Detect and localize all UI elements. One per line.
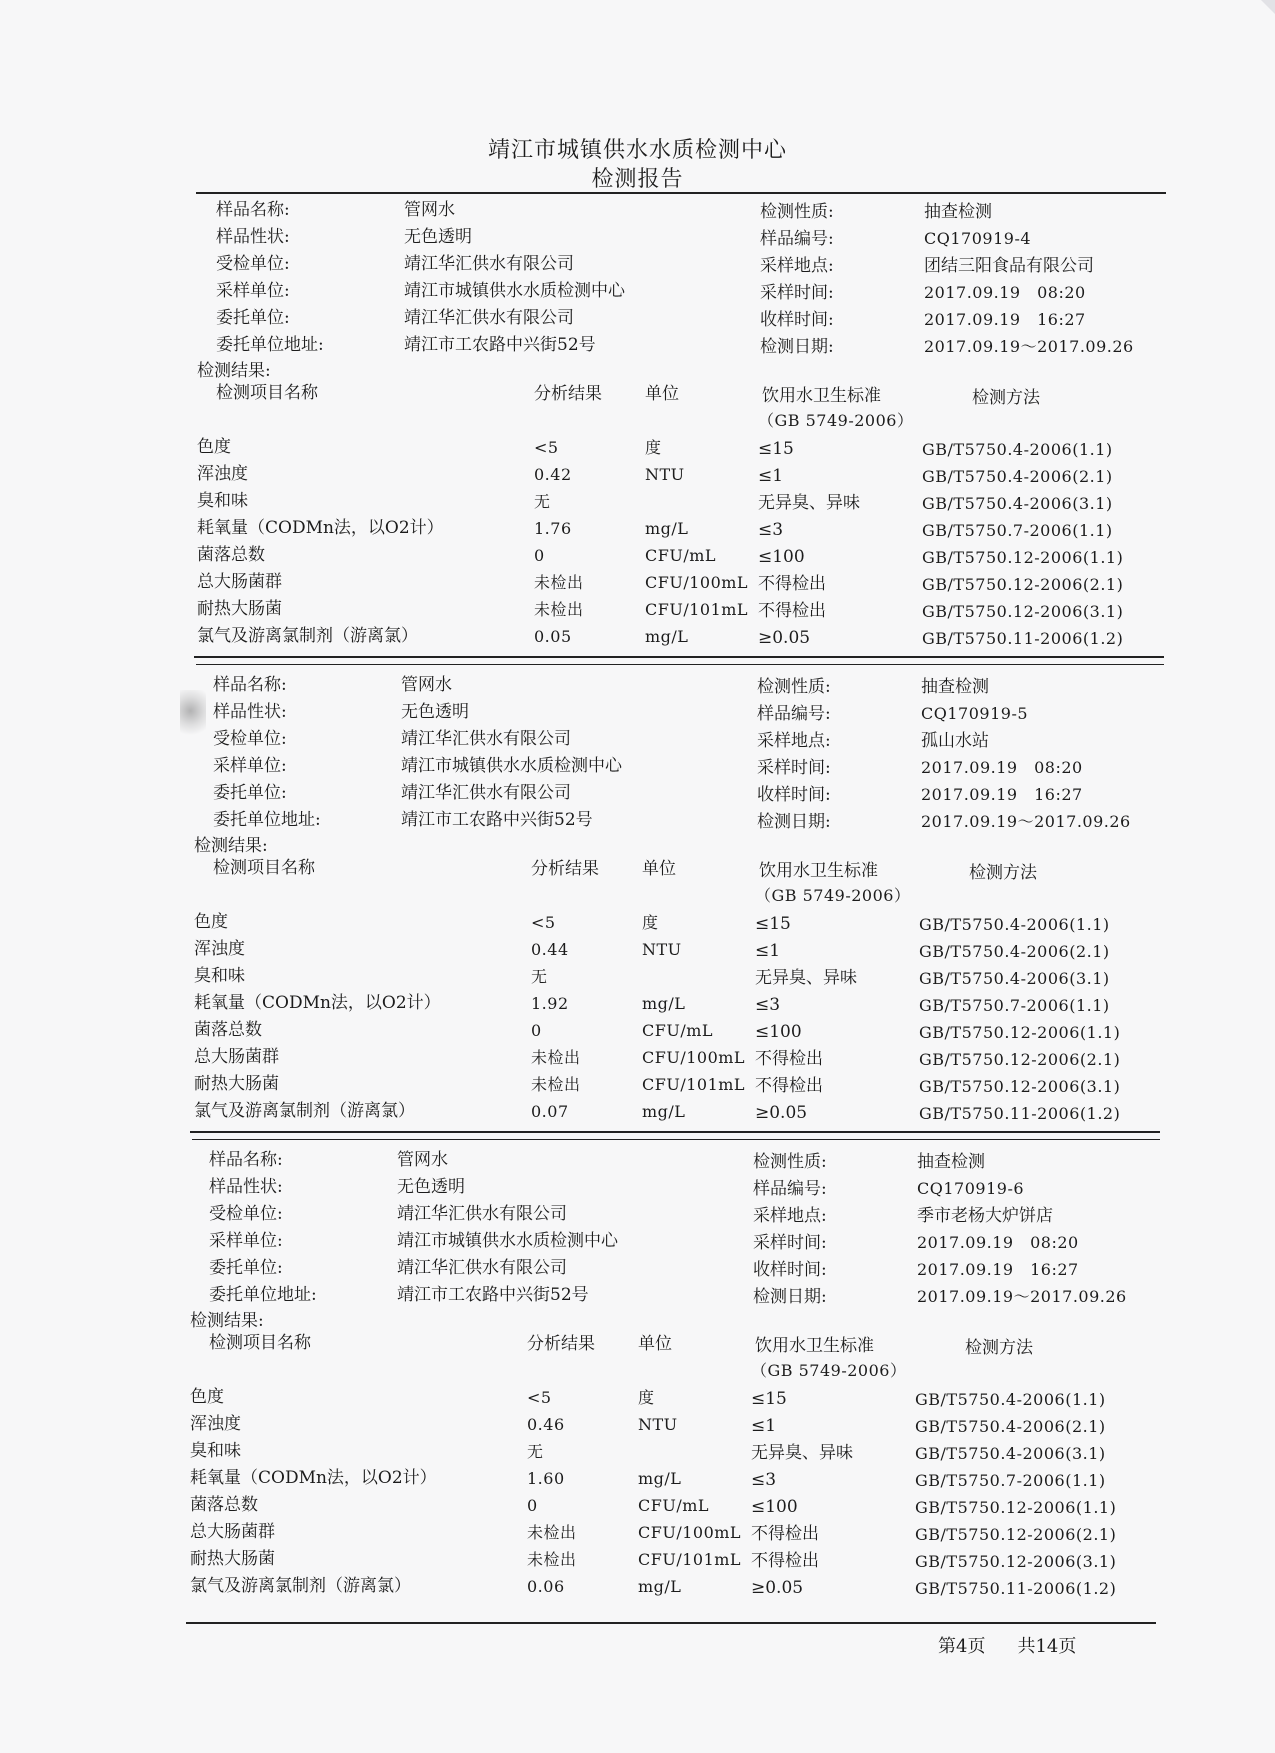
result-row-value: 未检出 (534, 573, 584, 592)
result-row-value: 无 (531, 967, 548, 986)
value-sample-id: CQ170919-6 (917, 1179, 1025, 1198)
col-header-result: 分析结果 (527, 1334, 595, 1354)
value-client-unit: 靖江华汇供水有限公司 (397, 1258, 567, 1278)
result-row-method: GB/T5750.4-2006(3.1) (915, 1444, 1106, 1463)
result-row-value: 0.44 (531, 940, 569, 959)
result-row-item: 臭和味 (194, 966, 245, 986)
result-row-value: 无 (534, 492, 551, 511)
result-row-value: <5 (534, 438, 559, 457)
label-client-unit: 委托单位: (216, 308, 290, 328)
label-sampling-place: 采样地点: (760, 256, 834, 276)
label-test-date: 检测日期: (753, 1287, 827, 1307)
result-row-standard: ≤3 (758, 520, 784, 540)
value-test-date: 2017.09.19～2017.09.26 (924, 337, 1134, 356)
label-sampling-place: 采样地点: (753, 1206, 827, 1226)
label-sampling-time: 采样时间: (753, 1233, 827, 1253)
result-row-method: GB/T5750.12-2006(3.1) (915, 1552, 1117, 1571)
result-row-unit: CFU/mL (638, 1496, 710, 1515)
label-receipt-time: 收样时间: (753, 1260, 827, 1280)
value-sample-id: CQ170919-4 (924, 229, 1032, 248)
result-row-value: 0.07 (531, 1102, 569, 1121)
label-inspected-unit: 受检单位: (209, 1204, 283, 1224)
label-sample-state: 样品性状: (213, 702, 287, 722)
result-row-standard: 无异臭、异味 (751, 1443, 853, 1463)
label-sampling-unit: 采样单位: (209, 1231, 283, 1251)
result-row-item: 浑浊度 (194, 939, 245, 959)
result-row-method: GB/T5750.7-2006(1.1) (919, 996, 1110, 1015)
result-row-item: 色度 (194, 912, 228, 932)
value-sampling-unit: 靖江市城镇供水水质检测中心 (404, 281, 625, 301)
col-header-standard: 饮用水卫生标准 (759, 861, 878, 881)
result-row-value: 0.42 (534, 465, 572, 484)
result-row-value: 0.06 (527, 1577, 565, 1596)
result-row-unit: CFU/100mL (638, 1523, 742, 1542)
result-row-standard: ≥0.05 (755, 1103, 808, 1123)
value-client-unit: 靖江华汇供水有限公司 (404, 308, 574, 328)
result-row-item: 耐热大肠菌 (190, 1549, 275, 1569)
value-sample-state: 无色透明 (401, 702, 469, 722)
result-row-method: GB/T5750.12-2006(2.1) (922, 575, 1124, 594)
col-header-unit: 单位 (638, 1334, 672, 1354)
value-inspected-unit: 靖江华汇供水有限公司 (397, 1204, 567, 1224)
result-row-item: 总大肠菌群 (194, 1047, 279, 1067)
result-row-unit: NTU (645, 465, 685, 484)
col-header-item: 检测项目名称 (209, 1333, 311, 1353)
result-row-method: GB/T5750.12-2006(2.1) (919, 1050, 1121, 1069)
result-row-item: 臭和味 (197, 491, 248, 511)
value-inspected-unit: 靖江华汇供水有限公司 (401, 729, 571, 749)
result-row-standard: 不得检出 (758, 574, 826, 594)
results-label: 检测结果: (190, 1311, 264, 1331)
label-sample-state: 样品性状: (209, 1177, 283, 1197)
value-sample-name: 管网水 (397, 1150, 448, 1170)
result-row-value: 1.60 (527, 1469, 565, 1488)
label-sample-name: 样品名称: (209, 1150, 283, 1170)
result-row-unit: CFU/101mL (642, 1075, 746, 1094)
result-row-standard: ≤1 (755, 941, 781, 961)
result-row-item: 氯气及游离氯制剂（游离氯） (197, 626, 418, 646)
label-client-address: 委托单位地址: (213, 810, 321, 830)
value-client-address: 靖江市工农路中兴街52号 (404, 335, 596, 355)
result-row-method: GB/T5750.7-2006(1.1) (915, 1471, 1106, 1490)
col-header-method: 检测方法 (969, 863, 1037, 883)
result-row-unit: mg/L (638, 1469, 682, 1488)
result-row-value: <5 (527, 1388, 552, 1407)
result-row-unit: CFU/101mL (638, 1550, 742, 1569)
label-sample-name: 样品名称: (213, 675, 287, 695)
result-row-method: GB/T5750.4-2006(3.1) (922, 494, 1113, 513)
result-row-value: 0 (531, 1021, 542, 1040)
result-row-item: 耗氧量（CODMn法，以O2计） (194, 993, 441, 1013)
col-header-standard: 饮用水卫生标准 (762, 386, 881, 406)
col-header-result: 分析结果 (534, 384, 602, 404)
label-receipt-time: 收样时间: (760, 310, 834, 330)
results-label: 检测结果: (197, 361, 271, 381)
result-row-unit: CFU/101mL (645, 600, 749, 619)
result-row-method: GB/T5750.12-2006(3.1) (922, 602, 1124, 621)
result-row-method: GB/T5750.4-2006(2.1) (922, 467, 1113, 486)
result-row-method: GB/T5750.12-2006(1.1) (922, 548, 1124, 567)
value-sampling-place: 团结三阳食品有限公司 (924, 256, 1094, 276)
result-row-value: 无 (527, 1442, 544, 1461)
result-row-unit: NTU (638, 1415, 678, 1434)
result-row-unit: NTU (642, 940, 682, 959)
col-header-standard-code: （GB 5749-2006） (755, 886, 911, 905)
result-row-method: GB/T5750.12-2006(1.1) (915, 1498, 1117, 1517)
result-row-standard: 不得检出 (755, 1049, 823, 1069)
value-client-unit: 靖江华汇供水有限公司 (401, 783, 571, 803)
label-inspected-unit: 受检单位: (216, 254, 290, 274)
result-row-item: 耐热大肠菌 (197, 599, 282, 619)
col-header-unit: 单位 (645, 384, 679, 404)
value-test-date: 2017.09.19～2017.09.26 (917, 1287, 1127, 1306)
col-header-method: 检测方法 (965, 1338, 1033, 1358)
result-row-method: GB/T5750.4-2006(1.1) (919, 915, 1110, 934)
label-receipt-time: 收样时间: (757, 785, 831, 805)
result-row-item: 菌落总数 (190, 1495, 258, 1515)
value-sampling-time: 2017.09.19 08:20 (917, 1233, 1079, 1252)
result-row-item: 菌落总数 (194, 1020, 262, 1040)
result-row-unit: 度 (638, 1388, 655, 1407)
result-row-unit: CFU/mL (645, 546, 717, 565)
result-row-standard: ≤1 (758, 466, 784, 486)
result-row-unit: CFU/100mL (645, 573, 749, 592)
col-header-method: 检测方法 (972, 388, 1040, 408)
label-sampling-unit: 采样单位: (216, 281, 290, 301)
result-row-standard: ≤15 (758, 439, 794, 459)
label-test-nature: 检测性质: (760, 202, 834, 222)
value-sample-state: 无色透明 (404, 227, 472, 247)
result-row-standard: ≤1 (751, 1416, 777, 1436)
value-test-date: 2017.09.19～2017.09.26 (921, 812, 1131, 831)
label-test-date: 检测日期: (757, 812, 831, 832)
value-sample-state: 无色透明 (397, 1177, 465, 1197)
result-row-item: 色度 (190, 1387, 224, 1407)
section-divider (194, 656, 1164, 658)
col-header-item: 检测项目名称 (213, 858, 315, 878)
value-sampling-unit: 靖江市城镇供水水质检测中心 (401, 756, 622, 776)
label-sample-state: 样品性状: (216, 227, 290, 247)
label-sampling-time: 采样时间: (760, 283, 834, 303)
result-row-method: GB/T5750.11-2006(1.2) (915, 1579, 1117, 1598)
header-rule (196, 192, 1166, 194)
value-sampling-place: 季市老杨大炉饼店 (917, 1206, 1053, 1226)
result-row-method: GB/T5750.12-2006(2.1) (915, 1525, 1117, 1544)
label-sample-id: 样品编号: (753, 1179, 827, 1199)
result-row-value: 1.92 (531, 994, 569, 1013)
scan-smudge (180, 690, 206, 742)
result-row-value: 未检出 (531, 1048, 581, 1067)
result-row-item: 耗氧量（CODMn法，以O2计） (190, 1468, 437, 1488)
result-row-item: 臭和味 (190, 1441, 241, 1461)
result-row-standard: 不得检出 (758, 601, 826, 621)
result-row-item: 氯气及游离氯制剂（游离氯） (190, 1576, 411, 1596)
result-row-item: 氯气及游离氯制剂（游离氯） (194, 1101, 415, 1121)
value-receipt-time: 2017.09.19 16:27 (924, 310, 1086, 329)
value-sample-name: 管网水 (404, 200, 455, 220)
result-row-item: 耐热大肠菌 (194, 1074, 279, 1094)
result-row-standard: ≤3 (751, 1470, 777, 1490)
result-row-item: 总大肠菌群 (190, 1522, 275, 1542)
result-row-item: 总大肠菌群 (197, 572, 282, 592)
result-row-standard: ≤3 (755, 995, 781, 1015)
page-total: 共14页 (1017, 1636, 1077, 1657)
page-footer (938, 1632, 1108, 1658)
result-row-standard: ≤100 (755, 1022, 802, 1042)
result-row-value: 未检出 (534, 600, 584, 619)
label-sampling-time: 采样时间: (757, 758, 831, 778)
value-sampling-place: 孤山水站 (921, 731, 989, 751)
result-row-item: 菌落总数 (197, 545, 265, 565)
result-row-unit: 度 (642, 913, 659, 932)
result-row-value: 未检出 (527, 1523, 577, 1542)
result-row-standard: ≤15 (751, 1389, 787, 1409)
label-client-unit: 委托单位: (209, 1258, 283, 1278)
result-row-method: GB/T5750.4-2006(2.1) (915, 1417, 1106, 1436)
result-row-item: 色度 (197, 437, 231, 457)
col-header-unit: 单位 (642, 859, 676, 879)
result-row-value: 未检出 (527, 1550, 577, 1569)
result-row-standard: ≤100 (751, 1497, 798, 1517)
footer-rule (186, 1622, 1156, 1624)
result-row-standard: 无异臭、异味 (755, 968, 857, 988)
result-row-method: GB/T5750.11-2006(1.2) (922, 629, 1124, 648)
label-test-nature: 检测性质: (753, 1152, 827, 1172)
col-header-standard: 饮用水卫生标准 (755, 1336, 874, 1356)
label-test-date: 检测日期: (760, 337, 834, 357)
value-test-nature: 抽查检测 (924, 202, 992, 222)
result-row-unit: 度 (645, 438, 662, 457)
value-inspected-unit: 靖江华汇供水有限公司 (404, 254, 574, 274)
result-row-value: 1.76 (534, 519, 572, 538)
label-sampling-place: 采样地点: (757, 731, 831, 751)
result-row-method: GB/T5750.4-2006(3.1) (919, 969, 1110, 988)
value-test-nature: 抽查检测 (917, 1152, 985, 1172)
value-sampling-time: 2017.09.19 08:20 (921, 758, 1083, 777)
label-client-address: 委托单位地址: (216, 335, 324, 355)
result-row-standard: ≤15 (755, 914, 791, 934)
result-row-value: 0.46 (527, 1415, 565, 1434)
label-client-unit: 委托单位: (213, 783, 287, 803)
result-row-value: 0.05 (534, 627, 572, 646)
value-client-address: 靖江市工农路中兴街52号 (401, 810, 593, 830)
result-row-standard: 不得检出 (751, 1551, 819, 1571)
result-row-method: GB/T5750.4-2006(1.1) (915, 1390, 1106, 1409)
result-row-standard: ≥0.05 (751, 1578, 804, 1598)
result-row-standard: 不得检出 (751, 1524, 819, 1544)
col-header-item: 检测项目名称 (216, 383, 318, 403)
value-sample-name: 管网水 (401, 675, 452, 695)
result-row-unit: mg/L (645, 519, 689, 538)
result-row-method: GB/T5750.4-2006(1.1) (922, 440, 1113, 459)
value-test-nature: 抽查检测 (921, 677, 989, 697)
label-inspected-unit: 受检单位: (213, 729, 287, 749)
report-org-title: 靖江市城镇供水水质检测中心 (487, 138, 787, 163)
col-header-standard-code: （GB 5749-2006） (751, 1361, 907, 1380)
label-sample-id: 样品编号: (757, 704, 831, 724)
col-header-standard-code: （GB 5749-2006） (758, 411, 914, 430)
report-title: 检测报告 (591, 167, 684, 192)
value-receipt-time: 2017.09.19 16:27 (917, 1260, 1079, 1279)
result-row-value: 未检出 (531, 1075, 581, 1094)
label-test-nature: 检测性质: (757, 677, 831, 697)
section-divider-thin (192, 1139, 1160, 1140)
result-row-method: GB/T5750.11-2006(1.2) (919, 1104, 1121, 1123)
result-row-unit: mg/L (642, 994, 686, 1013)
results-label: 检测结果: (194, 836, 268, 856)
label-sampling-unit: 采样单位: (213, 756, 287, 776)
result-row-unit: mg/L (638, 1577, 682, 1596)
label-sample-name: 样品名称: (216, 200, 290, 220)
section-divider-thin (196, 664, 1164, 665)
value-client-address: 靖江市工农路中兴街52号 (397, 1285, 589, 1305)
value-sampling-unit: 靖江市城镇供水水质检测中心 (397, 1231, 618, 1251)
result-row-standard: 不得检出 (755, 1076, 823, 1096)
page-number: 第4页 (938, 1636, 986, 1657)
result-row-item: 浑浊度 (190, 1414, 241, 1434)
result-row-unit: CFU/mL (642, 1021, 714, 1040)
result-row-standard: ≤100 (758, 547, 805, 567)
result-row-standard: ≥0.05 (758, 628, 811, 648)
result-row-item: 浑浊度 (197, 464, 248, 484)
result-row-value: 0 (527, 1496, 538, 1515)
page-corner (1261, 0, 1275, 14)
result-row-unit: mg/L (642, 1102, 686, 1121)
value-sampling-time: 2017.09.19 08:20 (924, 283, 1086, 302)
label-client-address: 委托单位地址: (209, 1285, 317, 1305)
value-sample-id: CQ170919-5 (921, 704, 1029, 723)
result-row-item: 耗氧量（CODMn法，以O2计） (197, 518, 444, 538)
result-row-method: GB/T5750.7-2006(1.1) (922, 521, 1113, 540)
result-row-method: GB/T5750.4-2006(2.1) (919, 942, 1110, 961)
result-row-standard: 无异臭、异味 (758, 493, 860, 513)
label-sample-id: 样品编号: (760, 229, 834, 249)
result-row-method: GB/T5750.12-2006(1.1) (919, 1023, 1121, 1042)
section-divider (190, 1131, 1160, 1133)
col-header-result: 分析结果 (531, 859, 599, 879)
result-row-method: GB/T5750.12-2006(3.1) (919, 1077, 1121, 1096)
result-row-value: 0 (534, 546, 545, 565)
value-receipt-time: 2017.09.19 16:27 (921, 785, 1083, 804)
result-row-unit: CFU/100mL (642, 1048, 746, 1067)
result-row-value: <5 (531, 913, 556, 932)
result-row-unit: mg/L (645, 627, 689, 646)
